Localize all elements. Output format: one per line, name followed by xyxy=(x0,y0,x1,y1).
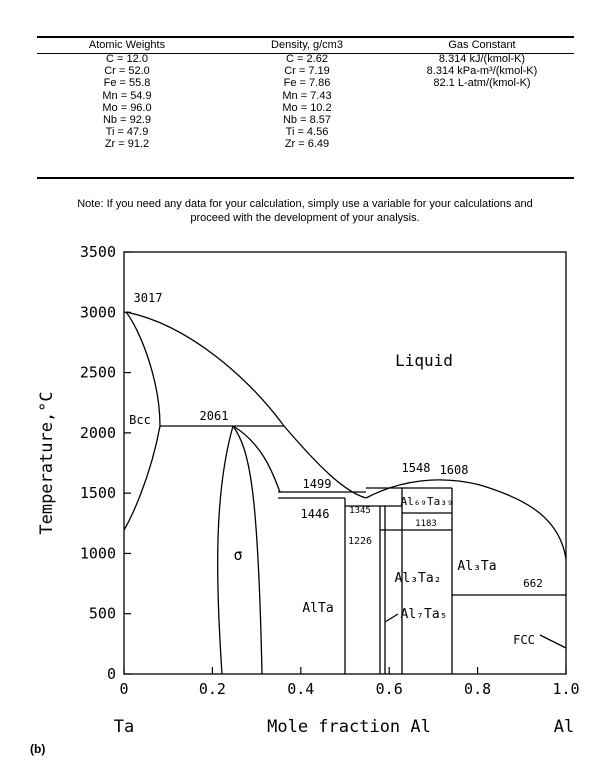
note-line-1: Note: If you need any data for your calculation, simply use a variable for your calculations and xyxy=(77,198,533,210)
gas-constant-cell: 8.314 kPa-m³/(kmol-K) xyxy=(426,65,538,78)
bcc-solvus xyxy=(124,426,160,530)
x-tick-label: 0.4 xyxy=(287,680,315,698)
atomic-weight-cell: C = 12.0 xyxy=(106,53,148,65)
note-line-2: proceed with the development of your analysis. xyxy=(190,212,420,224)
y-axis-label: Temperature,°C xyxy=(37,391,57,535)
density-cell: Ti = 4.56 xyxy=(285,126,329,139)
phase-label-liquid: Liquid xyxy=(395,351,453,370)
temperature-label-2061: 2061 xyxy=(199,409,229,423)
x-tick-label: 0.6 xyxy=(375,680,403,698)
phase-label-alta: AlTa xyxy=(302,601,334,616)
table-top-rule xyxy=(37,36,574,38)
density-cell: Mo = 10.2 xyxy=(282,101,332,114)
atomic-weight-cell: Ti = 47.9 xyxy=(105,126,149,139)
x-tick-label: 0 xyxy=(119,680,129,698)
y-tick-label: 3500 xyxy=(79,243,116,261)
phase-label-al69ta39: Al₆₉Ta₃₉ xyxy=(400,495,454,508)
calculation-note xyxy=(20,197,590,225)
x-end-label-ta: Ta xyxy=(113,717,135,737)
y-tick-label: 3000 xyxy=(79,303,116,322)
y-tick-label: 2500 xyxy=(79,363,116,382)
phase-label-fcc: FCC xyxy=(513,633,535,647)
x-tick-label: 0.2 xyxy=(198,680,226,698)
density-cell: Fe = 7.86 xyxy=(283,77,331,90)
header-density: Density, g/cm3 xyxy=(271,39,343,51)
density-column xyxy=(227,39,387,151)
temperature-label-662: 662 xyxy=(523,577,543,590)
figure-label: (b) xyxy=(30,742,46,756)
gas-constant-cell: 8.314 kJ/(kmol-K) xyxy=(438,53,526,65)
temperature-label-1446: 1446 xyxy=(300,507,330,521)
temperature-label-3017: 3017 xyxy=(133,291,163,305)
atomic-weight-cell: Mn = 54.9 xyxy=(102,89,152,102)
x-tick-label: 1.0 xyxy=(552,680,580,698)
al7ta5-leader xyxy=(385,614,398,622)
atomic-weight-cell: Fe = 55.8 xyxy=(103,77,151,90)
density-cell: Cr = 7.19 xyxy=(284,65,330,78)
phase-label-al7ta5: Al₇Ta₅ xyxy=(400,607,448,622)
atomic-weight-cell: Cr = 52.0 xyxy=(104,65,150,78)
header-gas-constant: Gas Constant xyxy=(448,39,516,51)
atomic-weights-column xyxy=(47,39,207,151)
density-cell: Mn = 7.43 xyxy=(282,89,332,102)
temperature-label-1345: 1345 xyxy=(349,506,371,516)
sigma-left xyxy=(218,426,233,674)
temperature-label-1548: 1548 xyxy=(401,461,431,475)
x-end-label-al: Al xyxy=(553,717,575,737)
y-tick-label: 1000 xyxy=(79,544,116,563)
phase-label-sigma: σ xyxy=(233,546,243,564)
phase-boundaries xyxy=(124,312,566,674)
header-atomic-weights: Atomic Weights xyxy=(88,39,166,51)
atomic-weight-cell: Nb = 92.9 xyxy=(102,114,151,127)
atomic-weight-cell: Zr = 91.2 xyxy=(104,138,150,151)
bcc-solidus xyxy=(126,312,160,426)
temperature-label-1183: 1183 xyxy=(415,519,437,529)
liquidus-right xyxy=(366,480,566,559)
al-ta-phase-diagram xyxy=(0,230,606,750)
y-tick-label: 2000 xyxy=(79,423,116,442)
density-cell: C = 2.62 xyxy=(286,53,328,65)
phase-label-al3ta: Al₃Ta xyxy=(457,559,497,574)
y-tick-label: 0 xyxy=(106,665,116,683)
gas-constant-column xyxy=(402,39,562,90)
phase-label-al3ta2: Al₃Ta₂ xyxy=(394,571,442,586)
diagram-labels xyxy=(129,291,543,647)
y-tick-label: 1500 xyxy=(79,484,116,503)
temperature-label-1226: 1226 xyxy=(347,536,373,547)
temperature-label-1608: 1608 xyxy=(439,463,469,477)
table-bottom-rule xyxy=(37,177,574,179)
gas-constant-cell: 82.1 L-atm/(kmol-K) xyxy=(433,77,531,90)
x-axis-label: Mole fraction Al xyxy=(267,717,431,737)
y-tick-label: 500 xyxy=(88,604,116,623)
phase-label-bcc: Bcc xyxy=(129,413,151,427)
fcc-leader xyxy=(540,635,566,648)
density-cell: Zr = 6.49 xyxy=(284,138,330,151)
x-tick-label: 0.8 xyxy=(464,680,492,698)
atomic-weight-cell: Mo = 96.0 xyxy=(102,101,152,114)
sigma-mid xyxy=(233,426,280,492)
density-cell: Nb = 8.57 xyxy=(282,114,331,127)
temperature-label-1499: 1499 xyxy=(302,477,332,491)
